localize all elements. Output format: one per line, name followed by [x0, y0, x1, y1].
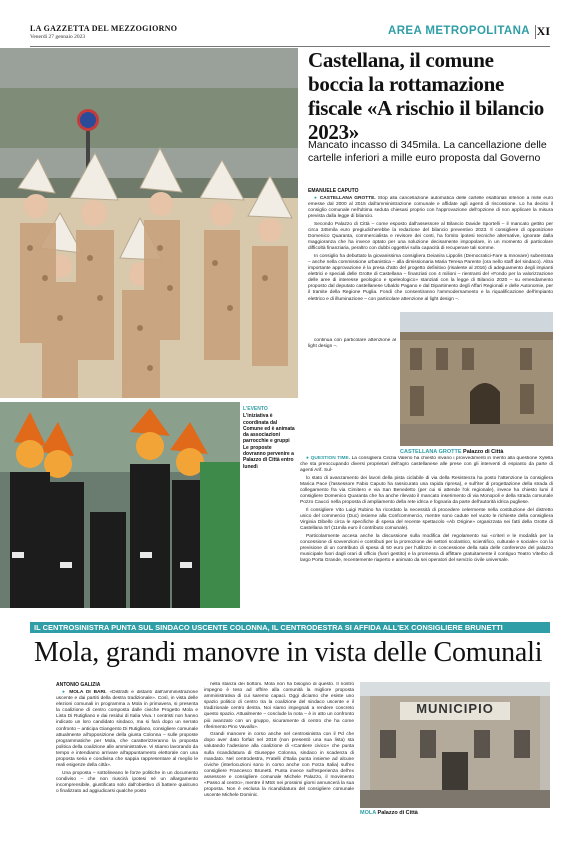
carnival-children-photo: [0, 48, 298, 398]
bottom-story-kicker-band: IL CENTROSINISTRA PUNTA SUL SINDACO USCENTE COLONNA, IL CENTRODESTRA SI AFFIDA ALL'EX CONSIGLIERE BRUNETTI: [30, 622, 550, 633]
top-story-subheadline: Mancato incasso di 345mila. La cancellazione delle cartelle inferiori a mille euro proposta dal Governo: [308, 139, 547, 164]
dateline: MOLA DI BARI.: [69, 690, 107, 695]
event-text: L'iniziativa è coordinata dal Comune ed è animata da associazioni parrocchie e gruppi Le proposte dovranno pervenire a Palazzo di Città entro lunedì: [243, 413, 295, 470]
carnival-children-illustration: [0, 48, 298, 398]
page-number: XI: [536, 24, 550, 38]
paragraph-text: «Distratti e distanti dall'amministrazione uscente e dai partiti della destra tradizionale». Così, in vista delle elezioni comunali in programma a Mola in primavera, si presenta la coalizione di centro composta dalle civiche Progetto Mola e Lista Di Rutigliano e dai residui di Italia Viva. I centristi non hanno indicato un loro candidato sindaco, ma si farà dopo un serrato confronto – anticipa Giangento Di Rutigliano, consigliere comunale attualmente all'opposizione della giunta Colonna – sulle proposte programmatiche per Mola, che caratterizzeranno la proposta politica della coalizione alle amministrative. Vi stiamo lavorando da tempo e intendiamo arrivare all'appuntamento elettorale con una proposta seria e condivisa che sappia rappresentare al meglio le reali esigenze della città».: [56, 690, 198, 769]
bottom-story-headline: Mola, grandi manovre in vista delle Comunali: [34, 637, 543, 668]
top-story-column-2: [308, 338, 396, 428]
dateline-bullet: ●: [62, 690, 70, 695]
section-title: AREA METROPOLITANA: [388, 25, 530, 37]
caption-subject: Palazzo di Città: [377, 810, 418, 816]
event-tag: L'EVENTO: [243, 406, 268, 412]
article-paragraph: In consiglio ha debuttato la giovanissima consigliera Deianira Lippolis (Democratici-Fare & Innovare) subentrata – anche nella commissione urbanistica – alla dimissionaria Maria Teresa Parente (ora nello staff del sindaco). Altra importante approvazione è la presa d'atto del progetto definitivo (risalente al 2016) di adeguamento degli impianti elettrici e speciali delle Grotte di Castellana – finanziati con 4 milioni – rientranti del «Fondo per la valorizzazione delle aree di interesse geologico e speleologico» stanziati con la legge di Bilancio 2020 – su emendamento proposto dal deputato castellanese Ubaldo Pagano e dal Dipartimento degli Affari Regionali e delle Autonomie, per il tramite della Regione Puglia. Fondi che consentiranno l'ammodernamento e la riqualificazione dell'impianto elettrico e di illuminazione – con particolare attenzione al light design –.: [308, 253, 553, 302]
dateline-bullet: ●: [314, 196, 320, 201]
article-paragraph: [308, 196, 553, 220]
mola-municipio-photo: [360, 682, 550, 808]
event-sidebox: [243, 406, 295, 470]
paragraph-text: Stop alla cancellazione automatica delle cartelle esattoriali inferiori a mille euro emesse dal 2000 al 2015 dall'amministrazione comunale e affidate agli agenti di riscossione. Lo ha deciso il consiglio comunale nell'ultima seduta chiesasi proprio con l'approvazione dell'opzione di non applicare la misura prevista dalla legge di bilancio.: [308, 196, 553, 220]
article-paragraph: Una proposta – sottolineano le forze politiche in un documento condiviso – che non riuscirà ipotesi né un allargamento incomprensibile, giustificato solo dall'obiettivo di battere qualcuno o finalizzato ad aggiudicarsi qualche posto: [56, 770, 198, 794]
article-paragraph: [56, 690, 198, 769]
article-paragraph: continua con particolare attenzione al light design –.: [308, 338, 396, 350]
castellana-palazzo-photo: [400, 312, 553, 446]
question-time-lead: QUESTION TIME.: [310, 456, 351, 461]
article-paragraph: [300, 456, 553, 474]
bottom-story-column-1: [56, 690, 198, 818]
top-story-headline: Castellana, il comune boccia la rottamazione fiscale «A rischio il bilancio 2023»: [308, 48, 544, 144]
paragraph-text: La consigliera Cinzia Valerio ha chiesto invano i provvedimenti in merito alla questione Xylella che sta preoccupando diversi proprietari dell'agro castellanese alle prese con gli interventi di espianto da parte di agenti Arif. Sul-: [300, 456, 553, 474]
article-paragraph: Grandi manovre in corso anche nel centrosinistra con il Pd che dopo aver dato forfait nel 2018 (non presentò una sua lista) sta valutando l'adesione alla coalizione di «Cantiere civico» che punta sulla ricandidatura di Giuseppe Colonna, sindaco in scadenza di mandato. Nel centrodestra, Fratelli d'Italia punta insieme ad alcune civiche (interlocuzioni sono in corso anche con Forza Italia) sull'ex consigliere Francesco Brunetti. Punta invece sull'esperienza dell'ex assessore e consigliere comunale Michele Palazzo, il movimento «Passo al centro», mentre il M5S nei prossimi giorni annuncerà la sua proposta. Non è esclusa la ricandidatura del consigliere comunale uscente Michele Dominic.: [204, 732, 354, 799]
section-lead-bullet: ●: [306, 456, 311, 461]
bottom-photo-caption: [360, 810, 418, 816]
article-paragraph: Particolarmente accesa anche la discussione sulla modifica del regolamento sui «criteri e le modalità per la concessione di sovvenzioni e contributi per la promozione dei settori scolastico, scientifico, culturale e sociale» con la previsione di un contributo di spesa di 50 euro per l'utilizzo in concessione della sala delle conferenze del palazzo municipale fuori dagli orari di ufficio (fuori gestito) e la promessa di affittare gratuitamente il contiguo Teatro Viterbo di largo Porta Grande, recentemente riaperto e animato da sei operatori del servizio civile universale.: [300, 533, 553, 563]
top-story-byline: EMANUELE CAPUTO: [308, 188, 359, 194]
article-paragraph: Il consigliere Vito Luigi Rubino ha ricordato la necessità di procedere celermente nella costituzione del distretto unico del commercio (Duc) insieme alla Confcommercio, mentre sono cadute nel vuoto le richieste della consigliera Virginia Dibello circa le specifiche di spesa del recente spettacolo «Ab Origine» organizzata nei fatti della Grotte di Castellana Srl (11mila euro il contributo comunale).: [300, 507, 553, 532]
article-paragraph: Secondo Palazzo di Città – come esposto dall'assessore al Bilancio Davide Sportelli – il mancato gettito per circa 345mila euro pregiudicherebbe la redazione del bilancio preventivo 2023. Il consigliere di opposizione Domenico Quaranta, commercialista e revisore dei conti, ha fornito ipotesi tecniche alternative, ignorate dalla maggioranza che ha invece optato per una soluzione decisamente impopolare, in un momento di particolare difficoltà finanziaria, peraltro con dubbi oggettivi sulla capacità di recuperare tali somme.: [308, 221, 553, 252]
caption-place: MOLA: [360, 810, 376, 816]
municipio-sign-text: MUNICIPIO: [416, 701, 494, 716]
newspaper-name: LA GAZZETTA DEL MEZZOGIORNO: [30, 24, 178, 33]
bottom-story-column-2: [204, 682, 354, 818]
palazzo-illustration: [400, 312, 553, 446]
issue-date: Venerdì 27 gennaio 2023: [30, 34, 86, 40]
carnival-masks-photo: [0, 402, 240, 608]
top-story-column-3: [300, 456, 553, 611]
bottom-story-byline: ANTONIO GALIZIA: [56, 682, 101, 688]
article-paragraph: nella stanza dei bottoni. Mola non ha bisogno di questo. Il nostro impegno è teso ad offrire alla comunità la migliore proposta amministrativa di cui saremo capaci. Oggi diciamo che esiste uno spazio politico di centro tra la coalizione del sindaco uscente e il tradizionale centro destra. Noi siamo impegnati a rendere concreto questo spazio. Attualmente – conclude la nota – è in atto un confronto più avanzato con un gruppo, sicuramente di centro che ha come riferimento Pino Vavallo».: [204, 682, 354, 730]
masks-illustration: [0, 402, 240, 608]
dateline: CASTELLANA GROTTE.: [319, 196, 376, 201]
page-header: [30, 24, 550, 47]
caption-subject: Palazzo di Città: [463, 449, 504, 455]
top-photo-caption: [400, 449, 503, 455]
article-paragraph: lo stato di avanzamento dei lavori della pista ciclabile di via della Resistenza ha posto l'attenzione la consigliera Marica Pace (l'assessore Fabio Caputo ha rassicurato una rapida ripresa), e sull'iter di progettazione della strada di collegamento fra via Cimitero e via San Benedetto (per cui si attende l'ok regionale), invece ha chiesto lumi il consigliere Domenico Quaranta che ha anche rilevato il mancato inserimento di via Monopoli e della strada comunale Pozzo Caucci nella proposta di ampliamento della rete idrica e fognaria da parte dell'autorità idrica pugliese.: [300, 475, 553, 506]
caption-place: CASTELLANA GROTTE: [400, 449, 462, 455]
